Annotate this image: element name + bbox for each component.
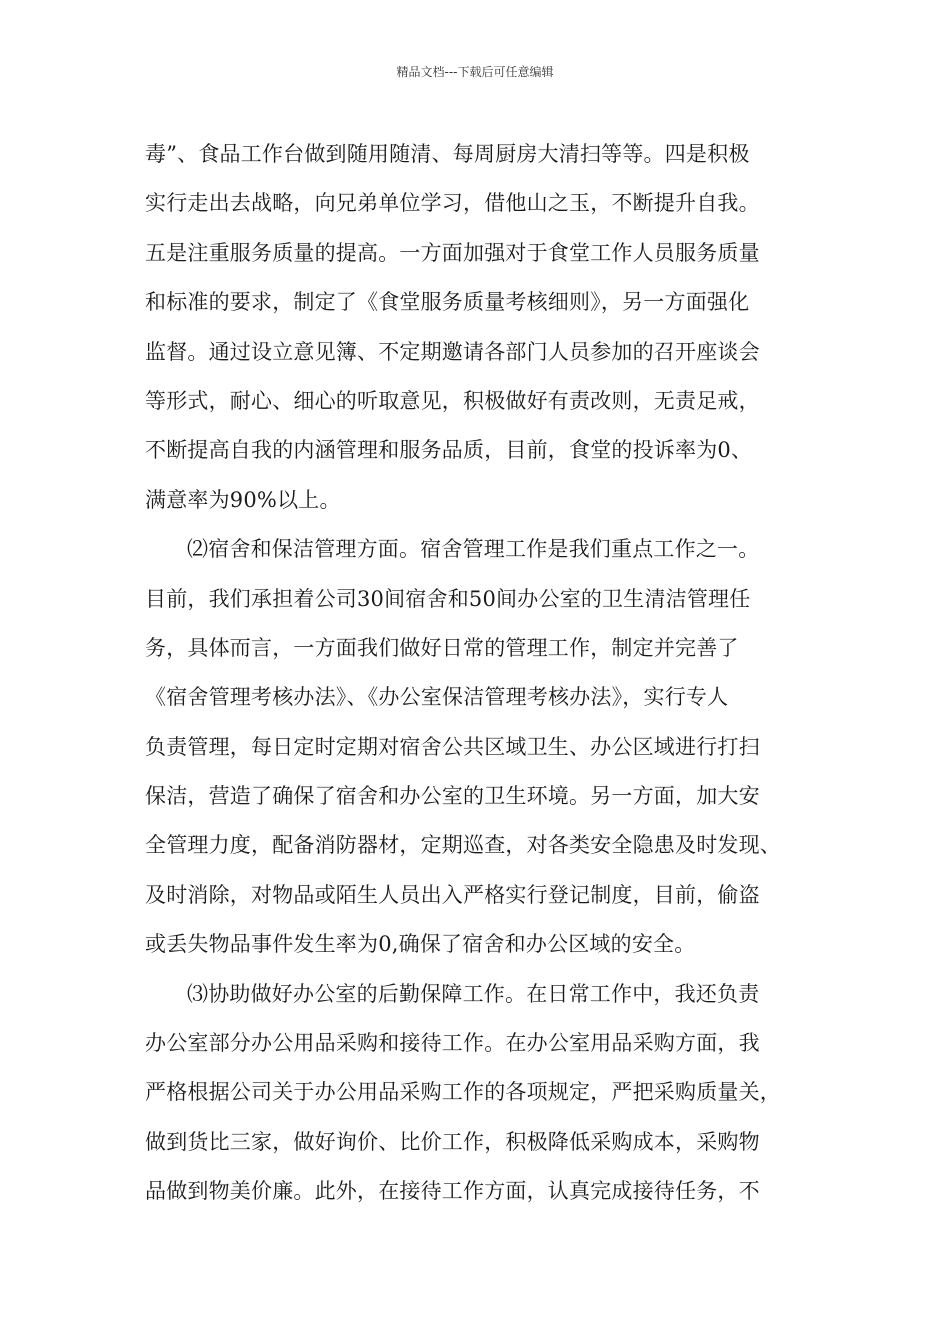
text-line: 五是注重服务质量的提高。一方面加强对于食堂工作人员服务质量 xyxy=(145,240,760,265)
text-line: ⑶协助做好办公室的后勤保障工作。在日常工作中，我还负责 xyxy=(187,981,760,1006)
text-line: 及时消除，对物品或陌生人员出入严格实行登记制度，目前，偷盗 xyxy=(145,882,760,907)
text-line: 务，具体而言，一方面我们做好日常的管理工作，制定并完善了 xyxy=(145,635,739,660)
page-header: 精品文档---下载后可任意编辑 xyxy=(396,65,554,79)
text-line: 实行走出去战略，向兄弟单位学习，借他山之玉，不断提升自我。 xyxy=(145,191,760,216)
text-line: 不断提高自我的内涵管理和服务品质，目前，食堂的投诉率为0、 xyxy=(145,438,753,463)
text-line: 《宿舍管理考核办法》、《办公室保洁管理考核办法》，实行专人 xyxy=(145,685,729,710)
text-line: 严格根据公司关于办公用品采购工作的各项规定，严把采购质量关， xyxy=(145,1080,781,1105)
text-line: 做到货比三家，做好询价、比价工作，积极降低采购成本，采购物 xyxy=(145,1129,760,1154)
text-line: 目前，我们承担着公司30间宿舍和50间办公室的卫生清洁管理任 xyxy=(145,586,751,611)
text-line: 保洁，营造了确保了宿舍和办公室的卫生环境。另一方面，加大安 xyxy=(145,784,760,809)
text-line: 毒”、食品工作台做到随用随清、每周厨房大清扫等等。四是积极 xyxy=(145,142,750,166)
text-line: ⑵宿舍和保洁管理方面。宿舍管理工作是我们重点工作之一。 xyxy=(187,537,760,562)
text-line: 满意率为90%以上。 xyxy=(145,487,341,512)
text-line: 办公室部分办公用品采购和接待工作。在办公室用品采购方面，我 xyxy=(145,1031,760,1056)
text-line: 品做到物美价廉。此外，在接待工作方面，认真完成接待任务，不 xyxy=(145,1179,760,1204)
text-line: 等形式，耐心、细心的听取意见，积极做好有责改则，无责足戒， xyxy=(145,388,760,413)
text-line: 或丢失物品事件发生率为0,确保了宿舍和办公区域的安全。 xyxy=(145,932,696,957)
document-body xyxy=(145,130,810,1217)
text-line: 负责管理，每日定时定期对宿舍公共区域卫生、办公区域进行打扫 xyxy=(145,734,760,759)
text-line: 和标准的要求，制定了《食堂服务质量考核细则》，另一方面强化 xyxy=(145,290,750,315)
text-line: 监督。通过设立意见簿、不定期邀请各部门人员参加的召开座谈会 xyxy=(145,339,760,364)
text-line: 全管理力度，配备消防器材，定期巡查，对各类安全隐患及时发现、 xyxy=(145,833,781,858)
